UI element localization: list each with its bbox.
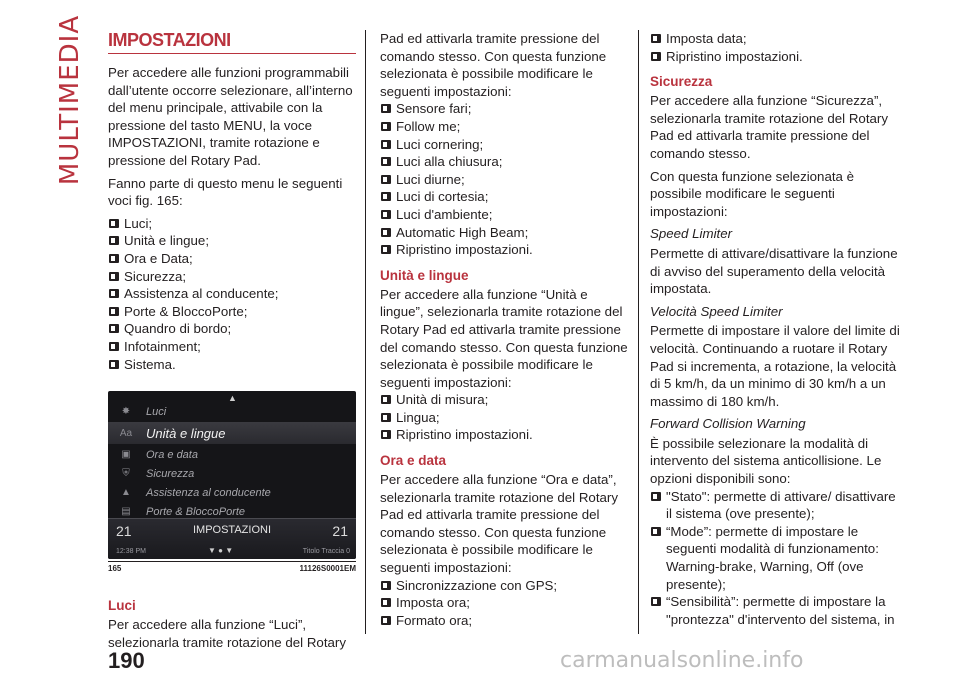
menu-row-label: Unità e lingue [146,425,226,441]
scroll-down-icon: ▼ ● ▼ [208,546,234,556]
section-heading-sicurezza: Sicurezza [650,74,713,90]
speed-limiter-title: Speed Limiter [650,226,733,242]
column-divider [365,30,366,634]
shield-icon: ⛨ [122,468,130,480]
sicurezza-paragraph: Per accedere alla funzione “Sicurezza”, selezionarla tramite rotazione del Rotary Pad ed attivarla tramite pressione del comando stesso. [650,93,888,161]
menu-row [108,402,356,421]
ora-paragraph: Per accedere alla funzione “Ora e data”, selezionarla tramite rotazione del Rotary Pad ed attivarla tramite pressione del comando stesso. Con questa funzione selezionata è possibile modificare le seguenti impostazioni: [380,472,618,576]
list-item: Ripristino impostazioni. [650,48,900,66]
list-item: Assistenza al conducente; [108,285,356,303]
list-item: Imposta data; [650,30,900,48]
list-item: Sistema. [108,356,356,374]
scroll-up-icon: ▲ [228,393,237,404]
velocita-speed-limiter-title: Velocità Speed Limiter [650,303,783,319]
list-item: Luci alla chiusura; [380,153,632,171]
list-item: Luci di cortesia; [380,188,632,206]
menu-row-label: Porte & BloccoPorte [146,505,246,518]
list-item: Unità di misura; [380,391,632,409]
list-item: Infotainment; [108,338,356,356]
language-icon: Aa [119,427,133,439]
list-item: Sincronizzazione con GPS; [380,577,632,595]
list-item: Ora e Data; [108,250,356,268]
ora-list-cont [650,30,900,65]
door-icon: ▤ [121,506,131,518]
menu-row-label: Assistenza al conducente [146,486,271,499]
ora-list [380,577,632,630]
column-3 [650,30,900,632]
menu-row-selected [108,422,356,444]
list-item: Unità e lingue; [108,232,356,250]
figure-code: 11126S0001EM [299,564,356,574]
velocita-speed-limiter-text: Permette di impostare il valore del limite di velocità. Continuando a ruotare il Rotary Pad si incrementa, a rotazione, la velocità di 5 km/h, da un minimo di 30 km/h a un massimo di 180 km/h. [650,323,900,409]
menu-row [108,464,356,483]
settings-screen-figure [108,391,356,559]
list-item: Ripristino impostazioni. [380,426,632,444]
list-item: "Stato": permette di attivare/ disattivare il sistema (ove presente); [650,488,900,523]
menu-row-label: Luci [146,405,167,418]
intro-paragraph: Per accedere alle funzioni programmabili dall’utente occorre selezionare, all’interno del menu principale, attivabile con la pressione del tasto MENU, la voce IMPOSTAZIONI, tramite rotazione e pressione del Rotary Pad. [108,65,353,168]
list-item: “Sensibilità”: permette di impostare la "prontezza" d'intervento del sistema, in [650,593,900,628]
luci-list [380,100,632,258]
fcw-title: Forward Collision Warning [650,416,806,432]
list-item: Imposta ora; [380,594,632,612]
list-item: Sensore fari; [380,100,632,118]
clock-readout: 12:38 PM [116,548,146,556]
speed-limiter-text: Permette di attivare/disattivare la funzione di avviso del superamento della velocità impostata. [650,245,898,297]
figure-caption [108,561,356,573]
column-2 [380,30,632,633]
menu-row-label: Ora e data [146,448,198,461]
right-temperature: 21 [332,523,348,540]
list-item: Follow me; [380,118,632,136]
menu-row-label: Sicurezza [146,467,195,480]
fcw-text: È possibile selezionare la modalità di intervento del sistema anticollisione. Le opzioni disponibili sono: [650,435,882,487]
sicurezza-paragraph-2: Con questa funzione selezionata è possibile modificare le seguenti impostazioni: [650,168,855,219]
list-item: Luci diurne; [380,171,632,189]
list-item: Ripristino impostazioni. [380,241,632,259]
left-temperature: 21 [116,523,132,540]
intro-paragraph-2: Fanno parte di questo menu le seguenti voci fig. 165: [108,175,343,209]
luci-paragraph: Per accedere alla funzione “Luci”, selezionarla tramite rotazione del Rotary [108,617,346,650]
warning-icon: ▲ [121,487,131,499]
list-item: Lingua; [380,409,632,427]
section-tab-label: MULTIMEDIA [55,14,86,186]
unita-list [380,391,632,444]
menu-row [108,483,356,502]
screen-title: IMPOSTAZIONI [192,524,272,537]
list-item: Luci cornering; [380,136,632,154]
fcw-list [650,488,900,629]
list-item: Porte & BloccoPorte; [108,303,356,321]
list-item: Automatic High Beam; [380,224,632,242]
settings-list [108,215,356,373]
track-title: Titolo Traccia 0 [302,548,350,556]
list-item: “Mode”: permette di impostare le seguenti modalità di funzionamento: Warning-brake, Warning, Off (ove presente); [650,523,900,593]
list-item: Sicurezza; [108,268,356,286]
clock-icon: ▣ [121,449,131,461]
figure-number: 165 [108,564,122,574]
section-heading-ora: Ora e data [380,453,447,469]
list-item: Luci d'ambiente; [380,206,632,224]
section-heading-luci: Luci [108,598,136,614]
list-item: Luci; [108,215,356,233]
section-tab [50,14,90,186]
screen-status-bar [108,518,356,559]
list-item: Quandro di bordo; [108,320,356,338]
light-icon: ✸ [121,406,131,418]
luci-paragraph-cont: Pad ed attivarla tramite pressione del comando stesso. Con questa funzione selezionata è possibile modificare le seguenti impostazioni: [380,31,607,99]
watermark: carmanualsonline.info [560,648,804,673]
column-divider [638,30,639,634]
section-heading-unita: Unità e lingue [380,267,469,283]
column-1 [108,30,356,656]
menu-row [108,445,356,464]
unita-paragraph: Per accedere alla funzione “Unità e lingue”, selezionarla tramite rotazione del Rotary Pad ed attivarla tramite pressione del comando stesso. Con questa funzione selezionata è possibile modificare le seguenti impostazioni: [380,286,628,390]
page-title: IMPOSTAZIONI [108,30,356,54]
list-item: Formato ora; [380,612,632,630]
page-number: 190 [108,648,145,673]
